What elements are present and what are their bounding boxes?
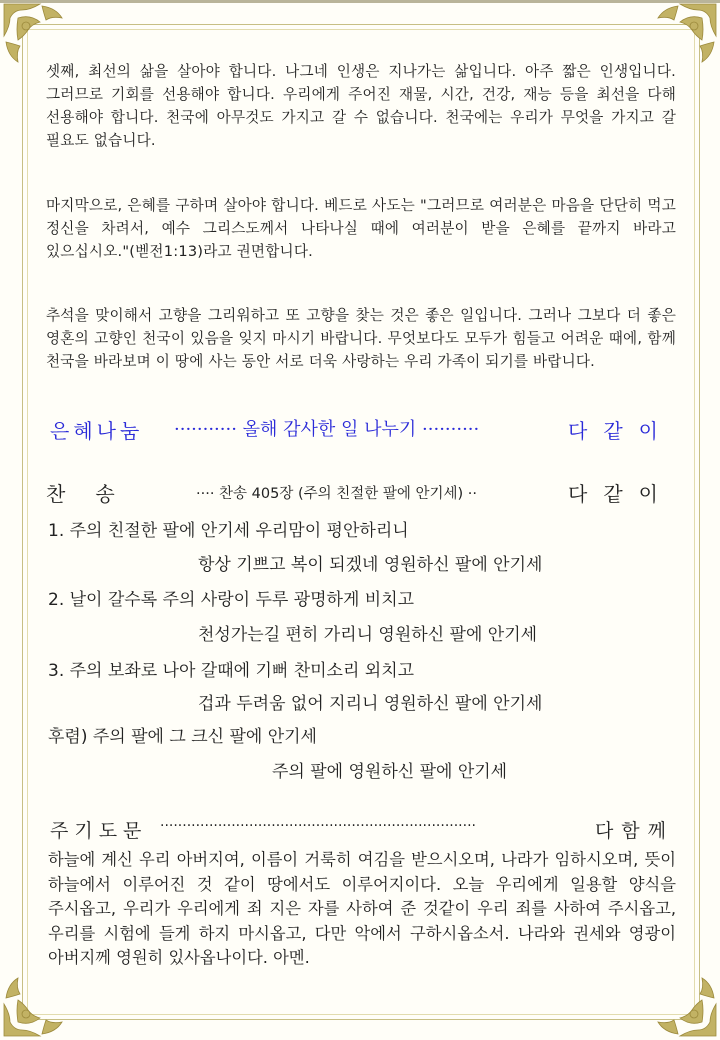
top-border (0, 0, 720, 3)
hymn-leader: 다같이 (568, 482, 674, 506)
paragraph-third-point: 셋째, 최선의 삶을 살아야 합니다. 나그네 인생은 지나가는 삶입니다. 아주 짧은 인생입니다. 그러므로 기회를 선용해야 합니다. 우리에게 주어진 재물, 시간, 건강, 재능 등을 최선을 다해 선용해야 합니다. 천국에 아무것도 가지고 갈 수 없습니다. 천국에는 우리가 무엇을 가지고 갈 필요도 없습니다. (46, 63, 676, 149)
hymn-line: 항상 기쁘고 복이 되겠네 영원하신 팔에 안기세 (198, 555, 543, 575)
hymn-refrain-line: 후렴) 주의 팔에 그 크신 팔에 안기세 (48, 727, 317, 747)
grace-sharing-leader: 다같이 (568, 419, 674, 443)
hymn-line: 겁과 두려움 없어 지리니 영원하신 팔에 안기세 (198, 694, 543, 714)
lords-prayer-leader: 다함께 (594, 820, 674, 842)
hymn-refrain-line: 주의 팔에 영원하신 팔에 안기세 (272, 762, 508, 782)
grace-sharing-row (46, 415, 676, 445)
hymn-line: 2. 날이 갈수록 주의 사랑이 두루 광명하게 비치고 (48, 590, 415, 610)
corner-ornament-icon (0, 962, 78, 1040)
paragraph-closing: 추석을 맞이해서 고향을 그리워하고 또 고향을 찾는 것은 좋은 일입니다. 그러나 그보다 더 좋은 영혼의 고향인 천국이 있음을 잊지 마시기 바랍니다. 무엇보다도 모두가 힘들고 어려운 때에, 함께 천국을 바라보며 이 땅에 사는 동안 서로 더욱 사랑하는 우리 가족이 되기를 바랍니다. (46, 307, 676, 370)
grace-sharing-label: 은혜나눔 (50, 419, 144, 443)
hymn-row (46, 478, 676, 508)
hymn-line: 천성가는길 편히 가리니 영원하신 팔에 안기세 (198, 625, 538, 645)
hymn-detail: ···· 찬송 405장 (주의 친절한 팔에 안기세) ·· (196, 486, 477, 502)
lords-prayer-row (46, 816, 676, 846)
hymn-line: 1. 주의 친절한 팔에 안기세 우리맘이 평안하리니 (48, 521, 409, 541)
grace-sharing-detail: ··········· 올해 감사한 일 나누기 ·········· (174, 419, 480, 440)
lords-prayer-leader-dots: ······································································· (160, 818, 476, 834)
corner-ornament-icon (642, 962, 720, 1040)
paragraph-last-point: 마지막으로, 은혜를 구하며 살아야 합니다. 베드로 사도는 "그러므로 여러분은 마음을 단단히 먹고 정신을 차려서, 예수 그리스도께서 나타나실 때에 여러분이 받을 은혜를 끝까지 바라고 있으십시오."(벧전1:13)라고 권면합니다. (46, 197, 676, 260)
lords-prayer-text: 하늘에 계신 우리 아버지여, 이름이 거룩히 여김을 받으시오며, 나라가 임하시오며, 뜻이 하늘에서 이루어진 것 같이 땅에서도 이루어지이다. 오늘 우리에게 일용할 양식을 주시옵고, 우리가 우리에게 죄 지은 자를 사하여 준 것같이 우리 죄를 사하여 주시옵고, 우리를 시험에 들게 하지 마시옵고, 다만 악에서 구하시옵소서. 나라와 권세와 영광이 아버지께 영원히 있사옵나이다. 아멘. (48, 850, 676, 967)
hymn-label: 찬송 (46, 482, 145, 506)
hymn-line: 3. 주의 보좌로 나아 갈때에 기뻐 찬미소리 외치고 (48, 661, 415, 681)
lords-prayer-label: 주기도문 (50, 820, 148, 842)
